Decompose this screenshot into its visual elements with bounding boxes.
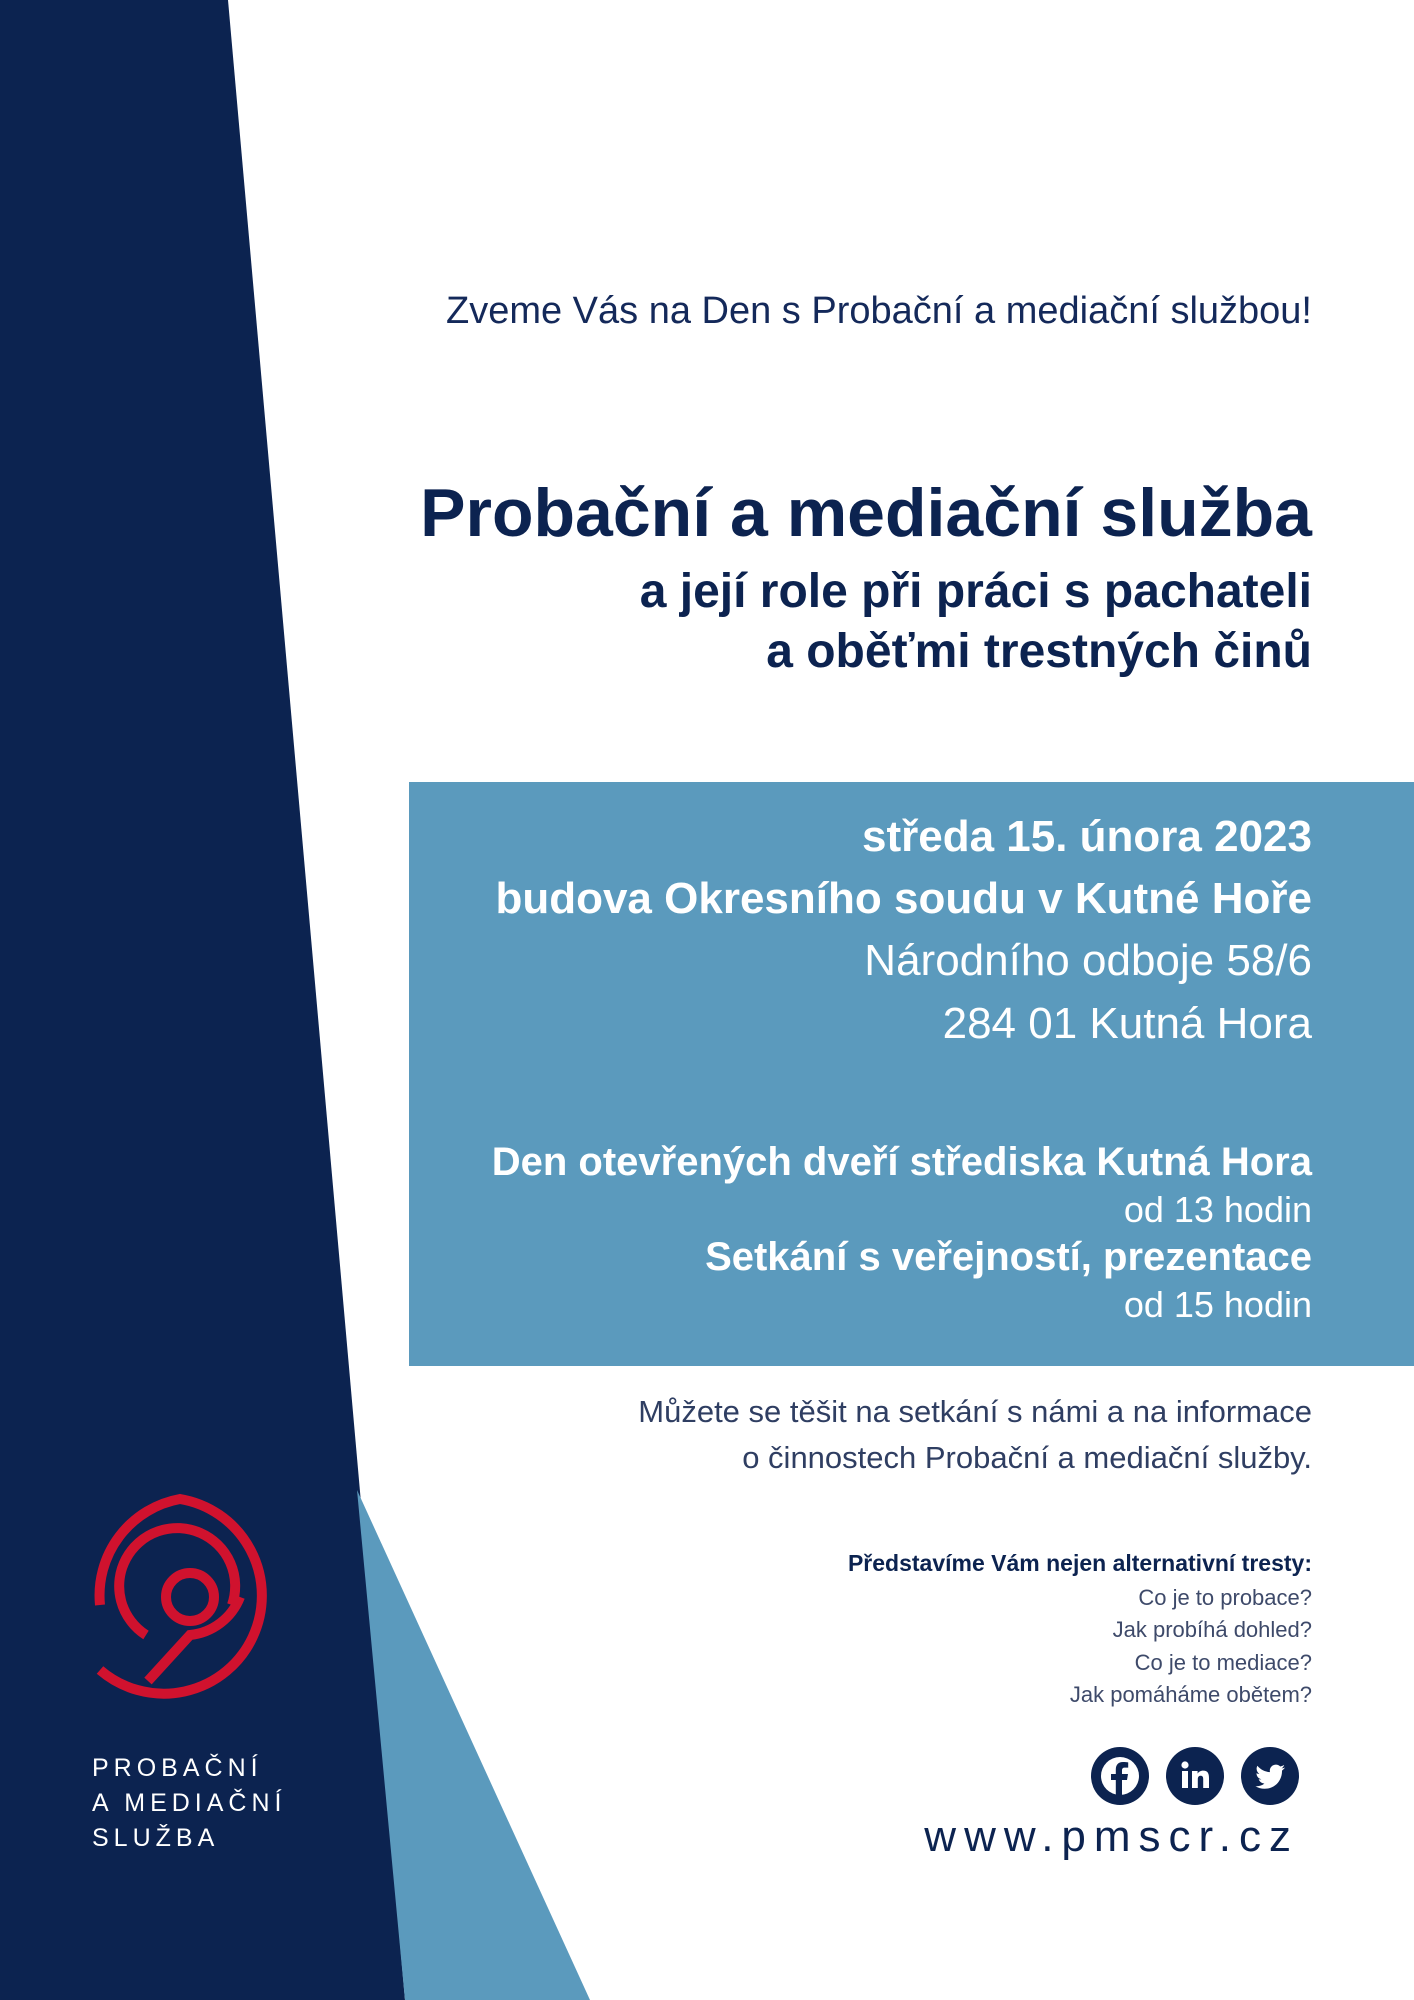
org-name-line-3: SLUŽBA — [92, 1824, 220, 1852]
description-line-1: Můžete se těšit na setkání s námi a na informace — [638, 1394, 1312, 1429]
invitation-line: Zveme Vás na Den s Probační a mediační službou! — [445, 290, 1312, 332]
page-title: Probační a mediační služba — [420, 475, 1312, 551]
org-name-line-1: PROBAČNÍ — [92, 1754, 263, 1782]
facebook-icon — [1091, 1747, 1149, 1805]
program-item-public-meeting: Setkání s veřejností, prezentace — [705, 1235, 1312, 1279]
description-line-2: o činnostech Probační a mediační služby. — [742, 1440, 1312, 1475]
venue-street: Národního odboje 58/6 — [864, 936, 1312, 985]
event-date: středa 15. února 2023 — [861, 812, 1312, 861]
logo-mark-icon — [90, 1485, 290, 1715]
topics-heading: Představíme Vám nejen alternativní tresty: — [847, 1550, 1312, 1576]
topic-item: Jak probíhá dohled? — [1112, 1617, 1312, 1642]
topic-item: Co je to probace? — [1138, 1585, 1312, 1610]
linkedin-button[interactable] — [1166, 1747, 1224, 1805]
program-item-open-day: Den otevřených dveří střediska Kutná Hora — [491, 1140, 1312, 1184]
program-time-public-meeting: od 15 hodin — [1123, 1284, 1312, 1325]
venue-city: 284 01 Kutná Hora — [942, 999, 1312, 1048]
twitter-button[interactable] — [1241, 1747, 1299, 1805]
title-subline-2: a oběťmi trestných činů — [766, 625, 1312, 678]
title-subline-1: a její role při práci s pachateli — [639, 565, 1312, 618]
website-link[interactable]: www.pmscr.cz — [924, 1812, 1299, 1861]
twitter-icon — [1241, 1747, 1299, 1805]
topic-item: Jak pomáháme obětem? — [1069, 1682, 1312, 1707]
linkedin-icon — [1166, 1747, 1224, 1805]
org-name-line-2: A MEDIAČNÍ — [92, 1789, 287, 1817]
facebook-button[interactable] — [1091, 1747, 1149, 1805]
event-venue: budova Okresního soudu v Kutné Hoře — [495, 874, 1312, 923]
topic-item: Co je to mediace? — [1134, 1650, 1312, 1675]
program-time-open-day: od 13 hodin — [1123, 1189, 1312, 1230]
